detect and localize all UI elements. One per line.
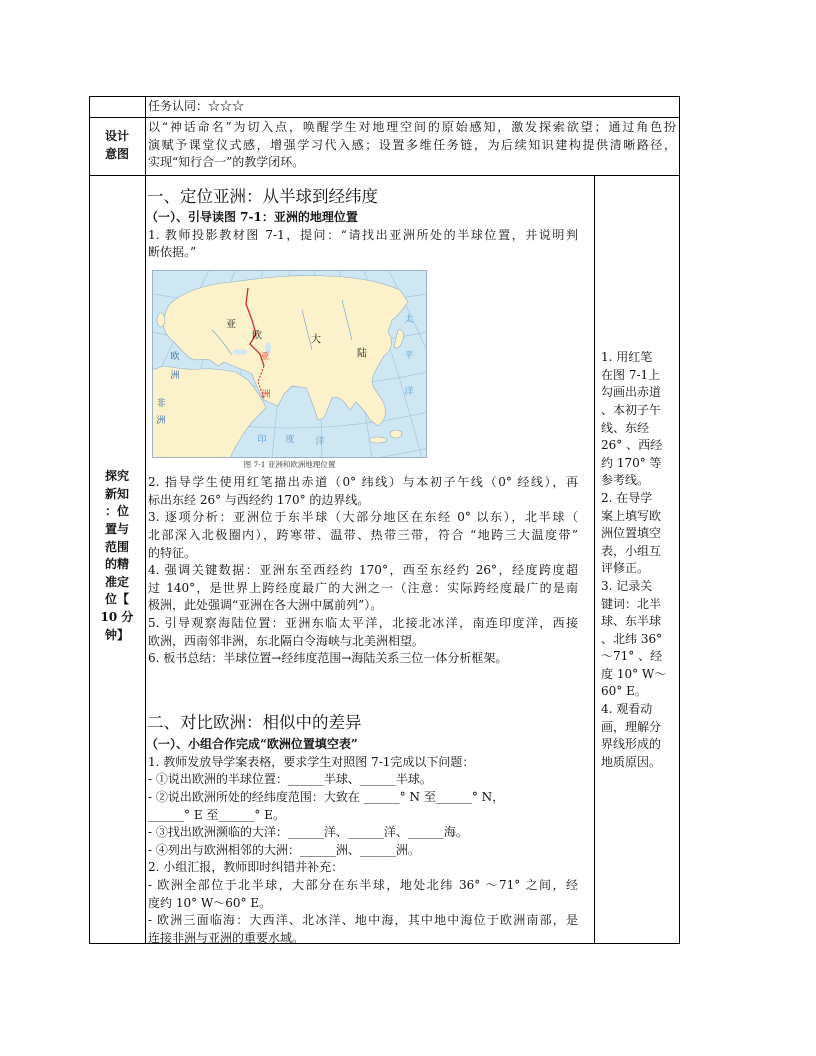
text-line: 演赋予课堂仪式感，增强学习代入感；设置多维任务链，为后续知识建构提供清晰路径， [148,137,676,152]
note-line: 洲位置填空 [601,526,662,541]
note-line: 线、东经 [601,420,650,435]
section2-subheading: （一）、小组合作完成“欧洲位置填空表” [146,737,358,752]
britain-island [157,313,165,327]
text-line: 的特征。 [148,545,197,560]
text-line: - 欧洲三面临海：大西洋、北冰洋、地中海，其中地中海位于欧洲南部，是 [148,913,578,928]
map-label-europe: 洲 [170,371,180,381]
southeast-asia-island [369,437,387,443]
text-line: 5. 引导观察海陆位置：亚洲东临太平洋，北接北冰洋，南连印度洋，西接 [148,615,578,630]
label-line: ：位 [104,504,129,519]
text-line: - ④列出与欧洲相邻的大洲：______洲、______洲。 [148,842,420,857]
label-line: 钟】 [104,627,129,642]
black-sea [233,349,247,355]
map-label-asia: 亚 [260,352,270,362]
text-line: 北部深入北极圈内），跨寒带、温带、热带三带，符合 “地跨三大温度带” [148,527,578,542]
map-label-continent: 陆 [357,348,367,360]
explore-stage-label [89,468,145,644]
map-label-continent: 大 [311,334,321,346]
note-line: 参考线。 [601,473,650,488]
text-line: 4. 强调关键数据：亚洲东至西经约 170°，西至东经约 26°，经度跨度超 [148,563,578,578]
note-line: 、本初子午 [601,402,662,417]
note-line: 案上填写欧 [601,508,662,523]
text-line: 1. 教师发放导学案表格，要求学生对照图 7-1完成以下问题： [148,754,475,769]
map-label-indian: 度 [285,435,295,445]
note-line: 4. 观看动 [601,702,653,717]
column-divider [594,175,595,944]
text-line: 实现“知行合一”的教学闭环。 [148,155,305,170]
note-line: 表，小组互 [601,543,662,558]
text-line: 欧洲，西南邻非洲，东北隔白令海峡与北美洲相望。 [148,633,425,648]
section2-heading: 二、对比欧洲：相似中的差异 [147,713,362,732]
section2-body [148,736,578,947]
note-line: ～71° 、经 [601,649,663,664]
note-line: 26° 、西经 [601,438,663,453]
section1-subheading: （一）、引导读图 7-1：亚洲的地理位置 [146,210,358,225]
section1-steps [148,474,578,668]
text-line: 极洲，此处强调“亚洲在各大洲中属前列”）。 [148,598,383,613]
label-line: 的精 [104,557,129,572]
text-line: - 欧洲全部位于北半球，大部分在东半球，地处北纬 36° ～71° 之间，经 [148,877,578,892]
label-line: 探究 [104,469,129,484]
text-line: 度约 10° W～60° E。 [148,895,272,910]
asia-europe-map [152,270,427,458]
table-border-right [679,96,680,944]
map-caption: 图 7-1 亚洲和欧洲地理位置 [243,460,336,469]
note-line: 地质原因。 [601,754,662,769]
southeast-asia-island [390,430,402,438]
map-label-pacific: 太 [404,315,414,325]
note-line: 键词：北半 [601,596,662,611]
text-line: 标出东经 26° 与西经约 170° 的边界线。 [148,492,370,507]
note-line: 评修正。 [601,561,650,576]
note-line: 、北纬 36° [601,631,663,646]
text-line: - ①说出欧洲的半球位置：______半球、______半球。 [148,772,432,787]
map-label-continent: 欧 [252,330,262,342]
label-line: 范围 [104,539,129,554]
task-recognition-text: 任务认同：☆☆☆ [148,98,245,113]
text-line: 3. 逐项分析：亚洲位于东半球（大部分地区在东经 0° 以东），北半球（ [148,510,578,525]
map-label-pacific: 平 [404,351,414,361]
map-label-africa: 洲 [156,416,166,426]
note-line: 勾画出赤道 [601,385,662,400]
text-line: 以“神话命名”为切入点，唤醒学生对地理空间的原始感知，激发探索欲望；通过角色扮 [148,120,676,135]
map-label-indian: 印 [257,435,267,445]
note-line: 界线形成的 [601,737,662,752]
map-label-continent: 亚 [226,319,236,331]
note-line: 60° E。 [601,684,647,699]
text-line: 1. 教师投影教材图 7-1，提问：“请找出亚洲所处的半球位置，并说明判 [148,227,578,242]
student-activity-notes [601,349,675,771]
note-line: 1. 用红笔 [601,350,653,365]
note-line: 约 170° 等 [601,455,662,470]
text-line: - ③找出欧洲濒临的大洋：______洋、______洋、______海。 [148,825,468,840]
map-label-africa: 非 [156,399,166,409]
label-line: 位【 [104,592,129,607]
text-line: - ②说出欧洲所处的经纬度范围：大致在 ______° N 至______° N， [148,789,505,804]
note-line: 在图 7-1上 [601,367,661,382]
design-intent-text [148,119,676,172]
label-line: 置与 [104,521,129,536]
map-label-indian: 洋 [315,437,325,447]
label-line: 准定 [104,574,129,589]
label-line: 意图 [104,146,129,161]
note-line: 球、东半球 [601,614,662,629]
note-line: 度 10° W～ [601,666,667,681]
section1-heading: 一、定位亚洲：从半球到经纬度 [147,187,378,206]
map-label-pacific: 洋 [404,387,414,397]
text-line: 连接非洲与亚洲的重要水域。 [148,930,305,945]
label-line: 10 分 [100,609,134,624]
text-line: 6. 板书总结：半球位置→经纬度范围→海陆关系三位一体分析框架。 [148,651,508,666]
text-line: 2. 指导学生使用红笔描出赤道（0° 纬线）与本初子午线（0° 经线），再 [148,475,578,490]
design-intent-label [89,128,145,163]
section1-intro [148,209,578,262]
map-label-asia: 洲 [261,390,271,400]
note-line: 画，理解分 [601,719,662,734]
map-label-europe: 欧 [170,352,180,362]
text-line: ______° E 至______° E。 [148,807,285,822]
label-line: 设计 [104,129,129,144]
text-line: 断依据。” [148,245,197,260]
label-line: 新知 [104,486,129,501]
note-line: 2. 在导学 [601,490,653,505]
text-line: 2. 小组汇报，教师即时纠错并补充： [148,860,344,875]
text-line: 过 140°，是世界上跨经度最广的大洲之一（注意：实际跨经度最广的是南 [148,580,578,595]
note-line: 3. 记录关 [601,578,653,593]
row-divider [89,175,680,176]
row-divider [89,117,680,118]
